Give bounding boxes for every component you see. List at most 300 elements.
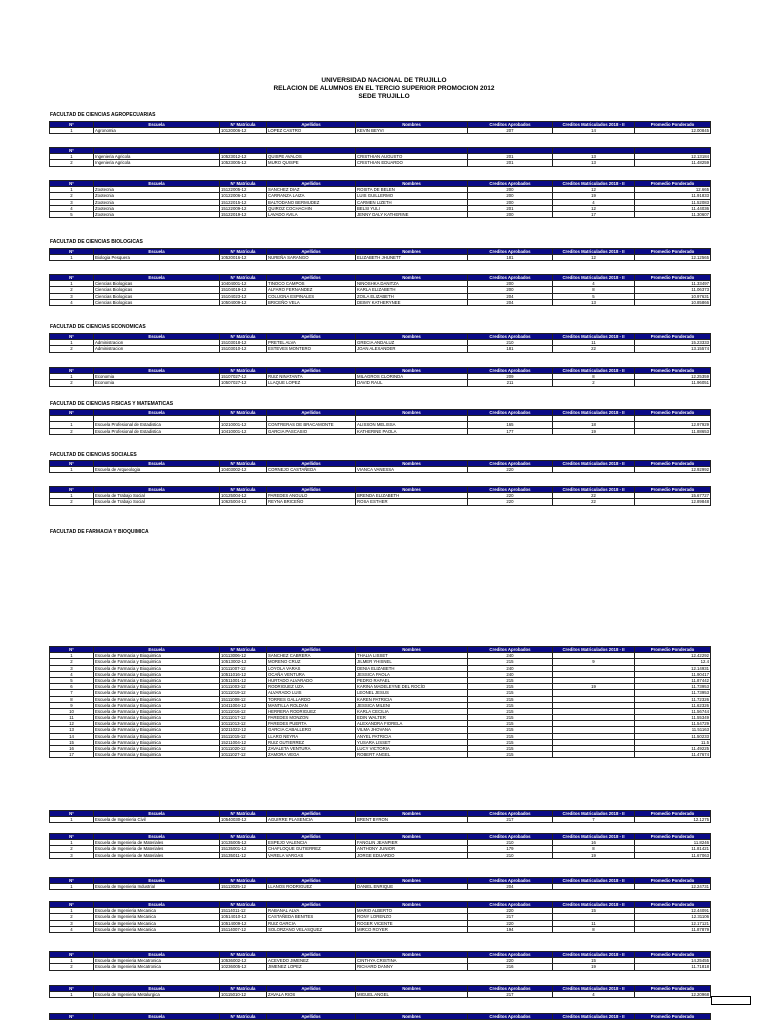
column-header-credits-approved: Creditos Aprobados [468, 1014, 553, 1020]
column-header-row-number: N° [50, 902, 94, 908]
cell-weighted-average: 11.44036 [635, 205, 711, 211]
cell-weighted-average: 11.50233 [635, 733, 711, 739]
cell-credits-enrolled: 16 [553, 840, 635, 846]
cell-credits-approved: 215 [468, 752, 553, 758]
column-header-row-number: N° [50, 952, 94, 958]
column-header-weighted-average: Promedio Ponderado [635, 834, 711, 840]
cell-surnames: COLUGNA ESPINALES [267, 293, 356, 299]
cell-credits-enrolled: 2 [553, 380, 635, 386]
cell-row-number: 1 [50, 653, 94, 659]
column-header-credits-enrolled: Creditos Matriculados 2018 - II [553, 952, 635, 958]
cell-first-names: NINOSHKA DANITZA [356, 281, 468, 287]
column-header-credits-approved: Creditos Aprobados [468, 952, 553, 958]
cell-row-number: 1 [50, 958, 94, 964]
student-table [49, 951, 711, 971]
cell-first-names: KEVIN BEYVI [356, 128, 468, 134]
cell-surnames: VARELA VARGAS [267, 852, 356, 858]
cell-row-number: 1 [50, 422, 94, 428]
cell-row-number: 1 [50, 493, 94, 499]
column-header-surnames: Apellidos [267, 461, 356, 467]
cell-weighted-average: 11.06373 [635, 287, 711, 293]
cell-weighted-average: 11.47674 [635, 752, 711, 758]
cell-enrollment-number: 10122006-12 [220, 193, 267, 199]
table-row [50, 428, 711, 434]
cell-surnames: NUREÑA SARANGO [267, 255, 356, 261]
cell-credits-approved: 204 [468, 884, 553, 890]
cell-row-number: 1 [50, 467, 94, 473]
cell-surnames: GARCIA PASCASIO [267, 428, 356, 434]
cell-row-number: 5 [50, 211, 94, 217]
cell-enrollment-number: 10404001-12 [220, 281, 267, 287]
cell-credits-approved: 211 [468, 380, 553, 386]
cell-row-number: 1 [50, 281, 94, 287]
cell-credits-approved: 210 [468, 852, 553, 858]
cell-first-names: DENIA ELIZABETH [356, 665, 468, 671]
cell-credits-approved: 177 [468, 428, 553, 434]
column-header-credits-enrolled: Creditos Matriculados 2018 - II [553, 1014, 635, 1020]
cell-enrollment-number: 10113006-12 [220, 653, 267, 659]
cell-school: Zootecnia [94, 199, 220, 205]
cell-weighted-average: 12.20968 [635, 992, 711, 998]
column-header-first-names: Nombres [356, 878, 468, 884]
column-header-surnames: Apellidos [267, 647, 356, 653]
column-header-credits-enrolled: Creditos Matriculados 2018 - II [553, 410, 635, 416]
column-header-school: Escuela [94, 410, 220, 416]
student-table [49, 486, 711, 506]
cell-weighted-average: 11.91833 [635, 193, 711, 199]
cell-enrollment-number: 10536002-12 [220, 958, 267, 964]
cell-credits-approved: 240 [468, 653, 553, 659]
cell-enrollment-number: 10236005-12 [220, 964, 267, 970]
cell-enrollment-number: 10111007-12 [220, 665, 267, 671]
cell-school: Ciencias Biologicas [94, 299, 220, 305]
cell-first-names: ROBERT ANGEL [356, 752, 468, 758]
cell-credits-enrolled: 15 [553, 958, 635, 964]
column-header-credits-approved: Creditos Aprobados [468, 122, 553, 128]
cell-school: Biologia Pesquera [94, 255, 220, 261]
column-header-enrollment-number: N° Matricula [220, 181, 267, 187]
cell-credits-approved: 220 [468, 493, 553, 499]
student-table [49, 147, 711, 167]
column-header-weighted-average: Promedio Ponderado [635, 122, 711, 128]
cell-row-number: 14 [50, 733, 94, 739]
cell-credits-enrolled: 12 [553, 205, 635, 211]
cell-credits-enrolled: 13 [553, 299, 635, 305]
column-header-credits-approved: Creditos Aprobados [468, 368, 553, 374]
cell-credits-enrolled: 19 [553, 193, 635, 199]
cell-enrollment-number: 10507027-12 [220, 380, 267, 386]
cell-enrollment-number: 10523012-12 [220, 154, 267, 160]
student-table [49, 409, 711, 435]
cell-surnames: QUIROZ COCHACHIN [267, 205, 356, 211]
student-table [49, 121, 711, 134]
cell-row-number: 2 [50, 160, 94, 166]
cell-school: Escuela de Farmacia y Bioquimica [94, 690, 220, 696]
student-table [49, 460, 711, 473]
cell-row-number: 1 [50, 840, 94, 846]
cell-credits-enrolled: 4 [553, 199, 635, 205]
cell-enrollment-number: 10410001-12 [220, 428, 267, 434]
cell-credits-approved: 220 [468, 908, 553, 914]
cell-first-names: JESSICA PAOLA [356, 671, 468, 677]
student-table [49, 646, 711, 758]
cell-first-names: CRISTHIAN EDUARDO [356, 160, 468, 166]
cell-school: Escuela de Arqueologia [94, 467, 220, 473]
cell-school: Escuela de Ingenieria de Materiales [94, 846, 220, 852]
cell-surnames: CHAFLOQUE GUTIERREZ [267, 846, 356, 852]
column-header-enrollment-number: N° Matricula [220, 275, 267, 281]
cell-first-names: KARINA MADELEYNE DEL ROCÍO [356, 684, 468, 690]
column-header-enrollment-number: N° Matricula [220, 811, 267, 817]
cell-enrollment-number: 10211022-12 [220, 727, 267, 733]
column-header-school: Escuela [94, 275, 220, 281]
cell-surnames: LLAQUE LOPEZ [267, 380, 356, 386]
cell-enrollment-number: 10513002-12 [220, 659, 267, 665]
cell-credits-enrolled: 4 [553, 992, 635, 998]
cell-credits-approved: 194 [468, 926, 553, 932]
table-header-row [50, 1014, 711, 1020]
student-table [49, 333, 711, 353]
table-row [50, 380, 711, 386]
cell-credits-approved: 215 [468, 677, 553, 683]
column-header-weighted-average: Promedio Ponderado [635, 275, 711, 281]
cell-surnames: GARCIA CABALLERO [267, 727, 356, 733]
cell-enrollment-number: 15135011-12 [220, 852, 267, 858]
cell-enrollment-number: 15211004-12 [220, 739, 267, 745]
cell-row-number: 4 [50, 205, 94, 211]
column-header-school: Escuela [94, 878, 220, 884]
cell-school: Escuela de Ingenieria Mecatronica [94, 958, 220, 964]
cell-school: Escuela de Trabajo Social [94, 499, 220, 505]
cell-weighted-average: 11.87879 [635, 926, 711, 932]
table-row [50, 852, 711, 858]
cell-credits-approved: 200 [468, 287, 553, 293]
cell-surnames: RUIZ GUTIERREZ [267, 739, 356, 745]
column-header-weighted-average: Promedio Ponderado [635, 181, 711, 187]
faculty-heading: FACULTAD DE CIENCIAS ECONOMICAS [50, 324, 146, 330]
cell-first-names: BRENT BYRON [356, 817, 468, 823]
stray-cell-border [711, 996, 751, 1005]
column-header-school: Escuela [94, 647, 220, 653]
cell-weighted-average: 12.42292 [635, 653, 711, 659]
cell-surnames: TINOCO CAMPOS [267, 281, 356, 287]
cell-school: Escuela Profesional de Estadistica [94, 422, 220, 428]
cell-surnames: ZAVALA RIOS [267, 992, 356, 998]
cell-enrollment-number: 10120006-12 [220, 128, 267, 134]
cell-surnames: CASTAÑEDA BENITES [267, 914, 356, 920]
cell-first-names: THALIA LISSET [356, 653, 468, 659]
student-table [49, 248, 711, 261]
cell-row-number: 3 [50, 920, 94, 926]
cell-row-number: 10 [50, 708, 94, 714]
cell-row-number: 17 [50, 752, 94, 758]
cell-credits-enrolled [553, 467, 635, 473]
cell-row-number: 12 [50, 721, 94, 727]
cell-credits-enrolled: 14 [553, 128, 635, 134]
cell-weighted-average: 12.44091 [635, 908, 711, 914]
column-header-row-number: N° [50, 181, 94, 187]
cell-row-number: 6 [50, 684, 94, 690]
cell-enrollment-number: 10125004-12 [220, 493, 267, 499]
cell-weighted-average: 12.14931 [635, 665, 711, 671]
column-header-school: Escuela [94, 334, 220, 340]
cell-row-number: 1 [50, 884, 94, 890]
cell-enrollment-number: 10135005-12 [220, 840, 267, 846]
cell-weighted-average: 11.73953 [635, 690, 711, 696]
cell-credits-enrolled: 11 [553, 920, 635, 926]
column-header-row-number: N° [50, 275, 94, 281]
cell-weighted-average: 11.52083 [635, 199, 711, 205]
cell-first-names: KARLA CECILIA [356, 708, 468, 714]
column-header-credits-approved: Creditos Aprobados [468, 878, 553, 884]
cell-credits-enrolled [553, 884, 635, 890]
column-header-school: Escuela [94, 181, 220, 187]
cell-credits-approved: 200 [468, 187, 553, 193]
cell-enrollment-number: 10111020-12 [220, 746, 267, 752]
cell-surnames: BALTODANO BERMUDEZ [267, 199, 356, 205]
column-header-row-number: N° [50, 834, 94, 840]
cell-weighted-average: 12.1275 [635, 817, 711, 823]
cell-enrollment-number: 15114007-12 [220, 926, 267, 932]
cell-first-names: BRENDA ELIZABETH [356, 493, 468, 499]
column-header-credits-approved: Creditos Aprobados [468, 275, 553, 281]
cell-school: Escuela de Farmacia y Bioquimica [94, 702, 220, 708]
cell-school: Escuela de Farmacia y Bioquimica [94, 739, 220, 745]
column-header-credits-approved: Creditos Aprobados [468, 334, 553, 340]
cell-first-names: RICHARD DANNY [356, 964, 468, 970]
cell-school: Escuela de Ingenieria de Materiales [94, 852, 220, 858]
cell-credits-enrolled: 8 [553, 846, 635, 852]
cell-credits-approved: 220 [468, 499, 553, 505]
column-header-surnames: Apellidos [267, 811, 356, 817]
cell-school: Escuela de Ingenieria Mecatronica [94, 964, 220, 970]
faculty-heading: FACULTAD DE CIENCIAS FISICAS Y MATEMATICAS [50, 401, 174, 407]
table-row [50, 884, 711, 890]
column-header-surnames: Apellidos [267, 902, 356, 908]
column-header-credits-approved: Creditos Aprobados [468, 811, 553, 817]
cell-credits-approved: 240 [468, 671, 553, 677]
cell-credits-enrolled: 13 [553, 160, 635, 166]
cell-school: Escuela de Farmacia y Bioquimica [94, 752, 220, 758]
column-header-credits-enrolled: Creditos Matriculados 2018 - II [553, 834, 635, 840]
cell-surnames: LLARO NEYRA [267, 733, 356, 739]
cell-school: Zootecnia [94, 205, 220, 211]
cell-surnames: ZAVALETA VENTURA [267, 746, 356, 752]
column-header-credits-enrolled: Creditos Matriculados 2018 - II [553, 461, 635, 467]
cell-weighted-average: 12.17121 [635, 920, 711, 926]
cell-credits-enrolled: 22 [553, 346, 635, 352]
cell-credits-enrolled: 8 [553, 374, 635, 380]
cell-row-number: 4 [50, 671, 94, 677]
column-header-first-names: Nombres [356, 181, 468, 187]
cell-school: Escuela Profesional de Estadistica [94, 428, 220, 434]
faculty-heading: FACULTAD DE FARMACIA Y BIOQUIMICA [50, 529, 149, 535]
column-header-surnames: Apellidos [267, 368, 356, 374]
cell-enrollment-number: 10625004-12 [220, 499, 267, 505]
column-header-weighted-average: Promedio Ponderado [635, 1014, 711, 1020]
column-header-credits-approved: Creditos Aprobados [468, 249, 553, 255]
cell-weighted-average: 11.67063 [635, 852, 711, 858]
table-row [50, 299, 711, 305]
cell-weighted-average: 14.25455 [635, 958, 711, 964]
cell-enrollment-number: 10111003-12 [220, 684, 267, 690]
cell-first-names: YUSARA LISSET [356, 739, 468, 745]
cell-credits-approved: 215 [468, 702, 553, 708]
cell-credits-approved: 204 [468, 299, 553, 305]
cell-credits-approved: 215 [468, 708, 553, 714]
column-header-weighted-average: Promedio Ponderado [635, 952, 711, 958]
cell-enrollment-number: 10111016-12 [220, 708, 267, 714]
cell-credits-enrolled: 4 [553, 281, 635, 287]
column-header-weighted-average: Promedio Ponderado [635, 461, 711, 467]
student-table [49, 833, 711, 859]
cell-credits-enrolled: 8 [553, 926, 635, 932]
column-header-first-names: Nombres [356, 647, 468, 653]
cell-row-number: 2 [50, 914, 94, 920]
cell-credits-approved: 200 [468, 193, 553, 199]
university-title: UNIVERSIDAD NACIONAL DE TRUJILLO [321, 77, 447, 84]
cell-surnames: HURTADO ALVARADO [267, 677, 356, 683]
cell-first-names: MIGUEL ANGEL [356, 992, 468, 998]
cell-surnames: MORENO CRUZ [267, 659, 356, 665]
column-header-enrollment-number: N° Matricula [220, 952, 267, 958]
student-table [49, 180, 711, 218]
cell-credits-approved: 220 [468, 958, 553, 964]
student-table [49, 901, 711, 933]
cell-credits-enrolled: 12 [553, 255, 635, 261]
cell-enrollment-number: 15111008-12 [220, 696, 267, 702]
cell-row-number: 2 [50, 380, 94, 386]
cell-school: Ingenieria Agricola [94, 160, 220, 166]
column-header-school: Escuela [94, 249, 220, 255]
cell-first-names: PEDRO RAFAEL [356, 677, 468, 683]
column-header-enrollment-number: N° Matricula [220, 334, 267, 340]
cell-row-number: 1 [50, 374, 94, 380]
cell-enrollment-number: 10210001-12 [220, 422, 267, 428]
cell-surnames: PAREDES ANGULO [267, 493, 356, 499]
cell-first-names: ROSITA DE BELEN [356, 187, 468, 193]
column-header-surnames: Apellidos [267, 334, 356, 340]
cell-surnames: ALFARO FERNANDEZ [267, 287, 356, 293]
table-row [50, 467, 711, 473]
cell-school: Zootecnia [94, 193, 220, 199]
cell-surnames: QUISPE AVALOS [267, 154, 356, 160]
cell-first-names: KARLA ELIZABETH [356, 287, 468, 293]
faculty-heading: FACULTAD DE CIENCIAS BIOLOGICAS [50, 239, 143, 245]
cell-credits-approved: 216 [468, 964, 553, 970]
column-header-school: Escuela [94, 461, 220, 467]
cell-enrollment-number: 10111019-12 [220, 690, 267, 696]
column-header-weighted-average: Promedio Ponderado [635, 334, 711, 340]
cell-weighted-average: 15.67727 [635, 493, 711, 499]
column-header-weighted-average: Promedio Ponderado [635, 878, 711, 884]
cell-school: Ciencias Biologicas [94, 287, 220, 293]
column-header-weighted-average: Promedio Ponderado [635, 249, 711, 255]
column-header-enrollment-number: N° Matricula [220, 410, 267, 416]
cell-first-names: EDIN WALTER [356, 715, 468, 721]
column-header-first-names: Nombres [356, 952, 468, 958]
cell-surnames: ESPEJO VALENCIA [267, 840, 356, 846]
cell-credits-enrolled: 19 [553, 964, 635, 970]
cell-weighted-average: 11.30607 [635, 211, 711, 217]
column-header-credits-approved: Creditos Aprobados [468, 834, 553, 840]
column-header-enrollment-number: N° Matricula [220, 647, 267, 653]
column-header-school: Escuela [94, 902, 220, 908]
cell-enrollment-number: 10514010-12 [220, 914, 267, 920]
cell-row-number: 15 [50, 739, 94, 745]
cell-weighted-average: 11.8246 [635, 840, 711, 846]
cell-weighted-average: 12.12565 [635, 255, 711, 261]
column-header-enrollment-number: N° Matricula [220, 122, 267, 128]
cell-row-number: 3 [50, 293, 94, 299]
cell-credits-approved: 210 [468, 340, 553, 346]
cell-first-names: LUIS GUILLERMO [356, 193, 468, 199]
cell-weighted-average: 11.49225 [635, 746, 711, 752]
cell-school: Escuela de Farmacia y Bioquimica [94, 671, 220, 677]
column-header-weighted-average: Promedio Ponderado [635, 902, 711, 908]
cell-enrollment-number: 15103010-12 [220, 346, 267, 352]
cell-surnames: MURO QUISPE [267, 160, 356, 166]
cell-surnames: RABANAL ALVA [267, 908, 356, 914]
column-header-first-names: Nombres [356, 487, 468, 493]
cell-surnames: PAREDES MONZON [267, 715, 356, 721]
cell-row-number: 2 [50, 287, 94, 293]
cell-row-number: 8 [50, 696, 94, 702]
cell-school: Escuela de Farmacia y Bioquimica [94, 727, 220, 733]
cell-school: Escuela de Farmacia y Bioquimica [94, 684, 220, 690]
cell-credits-approved: 215 [468, 659, 553, 665]
cell-credits-approved: 215 [468, 727, 553, 733]
cell-surnames: SOLORZANO VELASQUEZ [267, 926, 356, 932]
cell-credits-enrolled: 18 [553, 422, 635, 428]
cell-enrollment-number: 15111015-12 [220, 733, 267, 739]
faculty-heading: FACULTAD DE CIENCIAS AGROPECUARIAS [50, 112, 156, 118]
cell-credits-approved: 215 [468, 721, 553, 727]
cell-enrollment-number: 10504009-12 [220, 299, 267, 305]
cell-weighted-average: 12.00845 [635, 128, 711, 134]
cell-weighted-average: 11.90417 [635, 671, 711, 677]
cell-first-names: ROGER VICENTE [356, 920, 468, 926]
cell-credits-approved: 217 [468, 817, 553, 823]
cell-surnames: CONTRERAS DE BRACAMONTE [267, 422, 356, 428]
cell-surnames: MANTILLA ROLDAN [267, 702, 356, 708]
cell-surnames: LOYOLA VARAS [267, 665, 356, 671]
cell-enrollment-number: 10520016-12 [220, 255, 267, 261]
cell-enrollment-number: 15122009-12 [220, 205, 267, 211]
cell-row-number: 2 [50, 428, 94, 434]
cell-school: Escuela de Ingenieria de Materiales [94, 840, 220, 846]
cell-credits-approved: 215 [468, 684, 553, 690]
cell-surnames: REYNA BRICEÑO [267, 499, 356, 505]
column-header-surnames: Apellidos [267, 410, 356, 416]
cell-first-names: ANTHONY JUNIOR [356, 846, 468, 852]
column-header-first-names: Nombres [356, 410, 468, 416]
column-header-enrollment-number: N° Matricula [220, 249, 267, 255]
cell-surnames: CORNEJO CASTAÑEDA [267, 467, 356, 473]
cell-school: Escuela de Farmacia y Bioquimica [94, 677, 220, 683]
column-header-credits-enrolled: Creditos Matriculados 2018 - II [553, 647, 635, 653]
column-header-first-names: Nombres [356, 461, 468, 467]
cell-surnames: PRETEL ALVA [267, 340, 356, 346]
column-header-credits-enrolled: Creditos Matriculados 2018 - II [553, 986, 635, 992]
cell-first-names: MILAGROS CLORINDA [356, 374, 468, 380]
cell-first-names: DAVID RAUL [356, 380, 468, 386]
cell-weighted-average: 12.13184 [635, 154, 711, 160]
cell-school: Escuela de Farmacia y Bioquimica [94, 659, 220, 665]
column-header-enrollment-number: N° Matricula [220, 1014, 267, 1020]
cell-credits-approved: 200 [468, 211, 553, 217]
cell-school: Escuela de Ingenieria Industrial [94, 884, 220, 890]
